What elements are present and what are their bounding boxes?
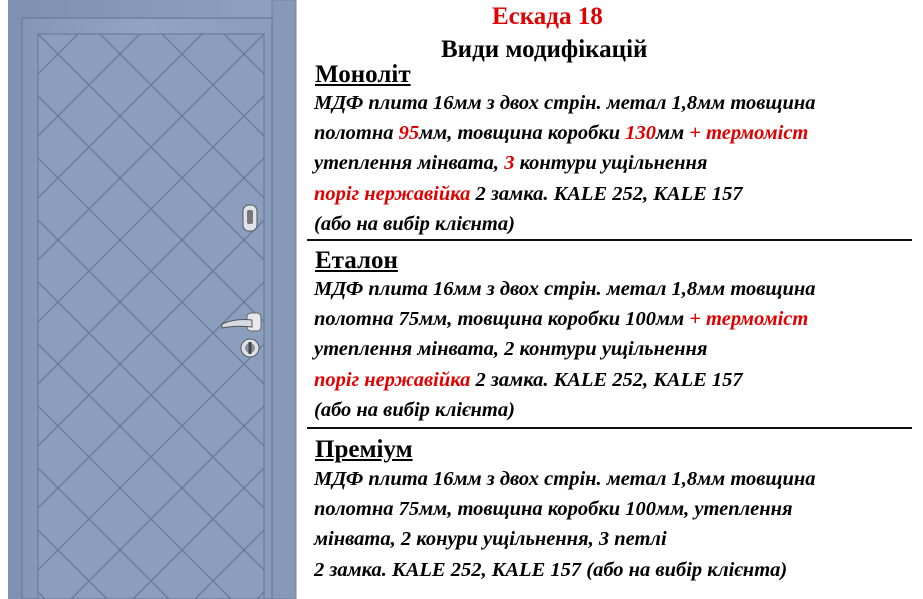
text-span: мм, товщина коробки (419, 122, 626, 145)
highlight-text: + термоміст (689, 308, 809, 331)
text-span: МДФ плита 16мм з двох стрін. метал 1,8мм товщина (314, 92, 816, 114)
description-line (314, 528, 667, 551)
mod-title-premium: Преміум (315, 436, 413, 463)
description-line (314, 183, 743, 206)
highlight-text: поріг нержавійка (314, 182, 471, 205)
description-line (314, 92, 816, 115)
highlight-text: 95 (398, 122, 420, 145)
text-span: МДФ плита 16мм з двох стрін. метал 1,8мм товщина (314, 468, 816, 490)
text-span: мінвата, 2 конури ущільнення, 3 петлі (314, 528, 667, 551)
description-line (314, 338, 707, 361)
text-span: (або на вибір клієнта) (314, 398, 515, 421)
highlight-text: поріг нержавійка (314, 368, 471, 391)
door-image (0, 0, 300, 599)
description-line (314, 498, 793, 521)
divider (307, 427, 912, 429)
mod-title-etalon: Еталон (315, 247, 398, 274)
text-span: 2 замка. KALE 252, KALE 157 (470, 368, 743, 391)
text-span: полотна 75мм, товщина коробки 100мм (314, 308, 690, 331)
text-span: (або на вибір клієнта) (314, 212, 515, 235)
highlight-text: + термоміст (689, 122, 809, 145)
description-line (314, 559, 787, 582)
description-line (314, 468, 816, 491)
text-span: утеплення мінвата, (314, 152, 505, 175)
description-line (314, 122, 808, 145)
text-span: мм (656, 122, 690, 145)
divider (307, 239, 912, 241)
highlight-text: 3 (504, 152, 515, 175)
text-span: 2 замка. KALE 252, KALE 157 (470, 182, 743, 205)
description-line (314, 369, 743, 392)
thumb-turn-icon (241, 339, 259, 357)
text-span: 2 замка. KALE 252, KALE 157 (або на вибір клієнта) (314, 558, 788, 581)
text-span: полотна (314, 122, 399, 145)
mod-title-monolit: Моноліт (315, 61, 411, 88)
description-line (314, 213, 515, 236)
description-line (314, 278, 816, 301)
lock-cylinder-icon (243, 205, 257, 231)
page-title: Ескада 18 (492, 3, 603, 30)
text-span: полотна 75мм, товщина коробки 100мм, утеплення (314, 498, 793, 521)
text-span: МДФ плита 16мм з двох стрін. метал 1,8мм товщина (314, 278, 816, 300)
description-line (314, 152, 707, 175)
description-line (314, 399, 515, 422)
text-span: контури ущільнення (514, 152, 708, 175)
highlight-text: 130 (625, 122, 657, 145)
description-line (314, 308, 808, 331)
page-subtitle: Види модифікацій (441, 36, 648, 63)
text-span: утеплення мінвата, 2 контури ущільнення (314, 338, 708, 361)
